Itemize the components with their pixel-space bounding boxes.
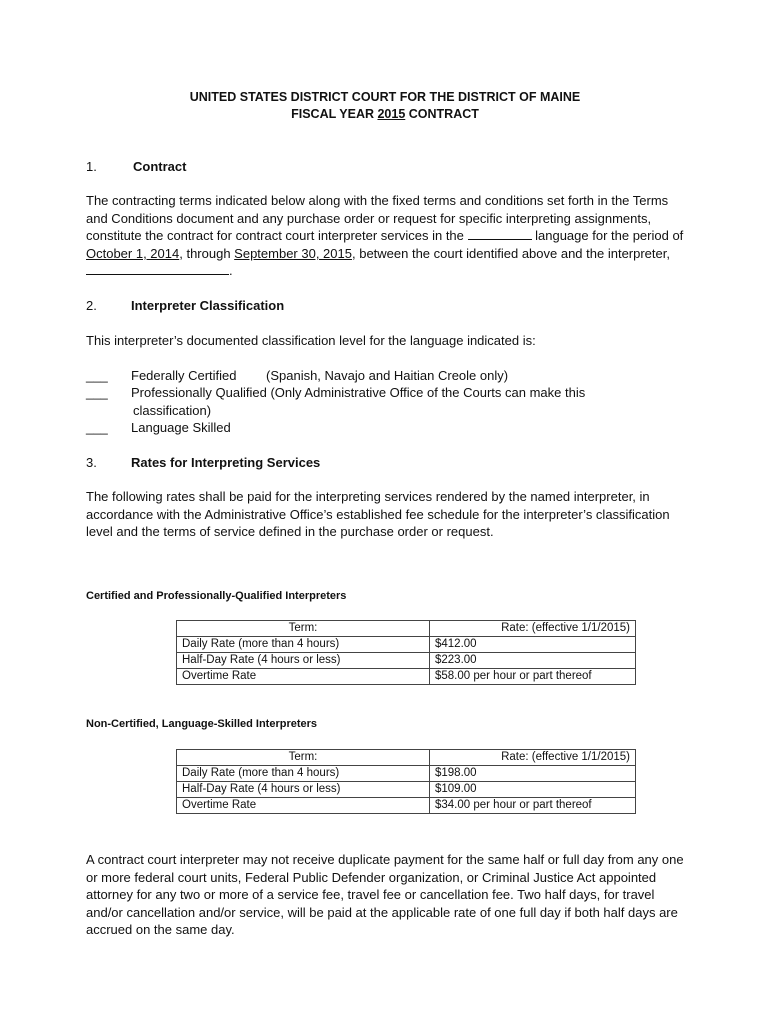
closing-line4: and/or cancellation and/or service, will be paid at the applicable rate of one full day if both half days are	[86, 905, 678, 920]
start-date: October 1, 2014	[86, 246, 180, 261]
table-cell-rate: $198.00	[430, 766, 636, 782]
section1-line5: .	[86, 262, 233, 280]
section1-line2: and Conditions document and any purchase order or request for specific interpreting assignments,	[86, 211, 652, 226]
table-header-row	[177, 750, 636, 766]
end-date: September 30, 2015	[234, 246, 352, 261]
rates-table-certified	[176, 620, 636, 685]
option-note-qualified: classification)	[133, 403, 212, 418]
table-header-term: Term:	[177, 621, 430, 637]
fiscal-year: 2015	[377, 107, 406, 121]
table-cell-term: Half-Day Rate (4 hours or less)	[177, 653, 430, 669]
table-row	[177, 766, 636, 782]
table-cell-term: Daily Rate (more than 4 hours)	[177, 766, 430, 782]
contract-title: FISCAL YEAR 2015 CONTRACT	[291, 107, 479, 121]
section2-intro: This interpreter’s documented classification level for the language indicated is:	[86, 333, 536, 348]
section3-line1: The following rates shall be paid for the interpreting services rendered by the named interpreter, in	[86, 489, 650, 504]
table-cell-rate: $412.00	[430, 637, 636, 653]
section1-number: 1.	[86, 159, 97, 174]
closing-line3: attorney for any two or more of a service fee, travel fee or cancellation fee. Two half days, for travel	[86, 887, 655, 902]
option-blank-qualified[interactable]: ___	[86, 385, 108, 400]
table-row	[177, 798, 636, 814]
table-row	[177, 653, 636, 669]
court-title: UNITED STATES DISTRICT COURT FOR THE DISTRICT OF MAINE	[189, 90, 581, 104]
table-cell-rate: $34.00 per hour or part thereof	[430, 798, 636, 814]
section1-line1: The contracting terms indicated below along with the fixed terms and conditions set forth in the Terms	[86, 193, 669, 208]
table-cell-term: Overtime Rate	[177, 798, 430, 814]
option-label-skilled: Language Skilled	[131, 420, 231, 435]
section1-heading: Contract	[133, 159, 187, 174]
language-blank[interactable]	[468, 227, 532, 240]
option-blank-certified[interactable]: ___	[86, 368, 108, 383]
closing-line1: A contract court interpreter may not receive duplicate payment for the same half or full day from any one	[86, 852, 684, 867]
table-cell-term: Half-Day Rate (4 hours or less)	[177, 782, 430, 798]
table-cell-rate: $58.00 per hour or part thereof	[430, 669, 636, 685]
section3-number: 3.	[86, 455, 97, 470]
option-label-certified: Federally Certified	[131, 368, 237, 383]
table-row	[177, 637, 636, 653]
section1-line4: October 1, 2014, through September 30, 2015, between the court identified above and the interpreter,	[86, 246, 670, 261]
table1-title: Certified and Professionally-Qualified Interpreters	[86, 590, 347, 602]
option-blank-skilled[interactable]: ___	[86, 420, 108, 435]
table-header-row	[177, 621, 636, 637]
table-header-rate: Rate: (effective 1/1/2015)	[430, 621, 636, 637]
table-cell-term: Daily Rate (more than 4 hours)	[177, 637, 430, 653]
option-note-certified: (Spanish, Navajo and Haitian Creole only)	[266, 368, 509, 383]
section2-number: 2.	[86, 298, 97, 313]
section3-line3: level and the terms of service defined in the purchase order or request.	[86, 524, 494, 539]
section3-heading: Rates for Interpreting Services	[131, 455, 321, 470]
table-cell-rate: $109.00	[430, 782, 636, 798]
closing-line5: accrued on the same day.	[86, 922, 235, 937]
table2-title: Non-Certified, Language-Skilled Interpreters	[86, 718, 318, 730]
table-cell-term: Overtime Rate	[177, 669, 430, 685]
table-row	[177, 782, 636, 798]
section2-heading: Interpreter Classification	[131, 298, 285, 313]
section1-line3: constitute the contract for contract court interpreter services in the language for the period of	[86, 228, 684, 243]
closing-line2: or more federal court units, Federal Public Defender organization, or Criminal Justice Act appointed	[86, 870, 657, 885]
option-label-qualified: Professionally Qualified (Only Administrative Office of the Courts can make this	[131, 385, 586, 400]
table-row	[177, 669, 636, 685]
table-header-term: Term:	[177, 750, 430, 766]
table-cell-rate: $223.00	[430, 653, 636, 669]
rates-table-language-skilled	[176, 749, 636, 814]
interpreter-name-blank[interactable]	[86, 262, 229, 275]
table-header-rate: Rate: (effective 1/1/2015)	[430, 750, 636, 766]
section3-line2: accordance with the Administrative Office’s established fee schedule for the interpreter’s classification	[86, 507, 670, 522]
